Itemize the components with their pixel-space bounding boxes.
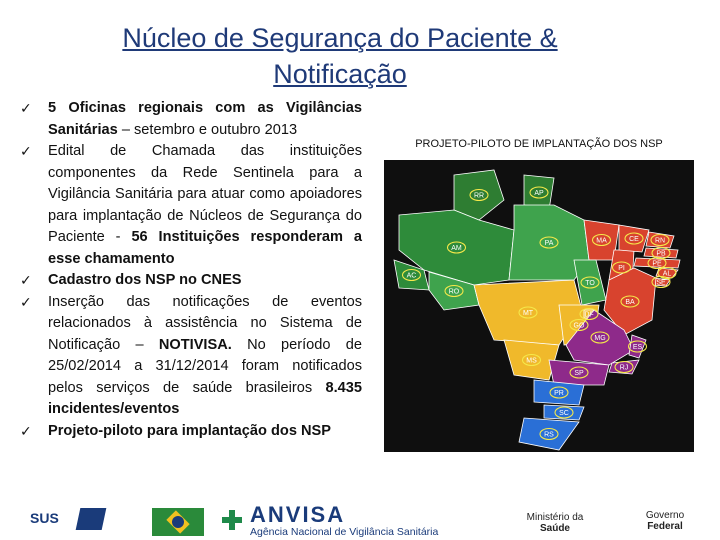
map-caption: PROJETO-PILOTO DE IMPLANTAÇÃO DOS NSP	[415, 138, 663, 150]
state-label-RN: RN	[654, 237, 666, 245]
slide-title	[60, 20, 620, 92]
state-label-RS: RS	[544, 431, 554, 439]
bullet-item	[20, 421, 362, 443]
bullet-text	[48, 143, 362, 267]
state-label-AP: AP	[534, 189, 544, 197]
bullet-text	[48, 294, 362, 418]
sus-logo-text: SUS	[30, 510, 59, 526]
state-label-SC: SC	[559, 409, 569, 417]
state-label-PI: PI	[618, 264, 625, 272]
bullet-item	[20, 141, 362, 270]
state-label-MS: MS	[526, 357, 537, 365]
title-line-1: Núcleo de Segurança do Paciente &	[122, 23, 558, 53]
state-label-SE: SE	[656, 279, 666, 287]
checkmark-icon: ✓	[20, 100, 32, 116]
state-label-DF: DF	[584, 311, 594, 319]
state-label-ES: ES	[632, 343, 643, 351]
state-label-TO: TO	[585, 279, 595, 287]
state-label-RO: RO	[448, 288, 460, 296]
anvisa-name: ANVISA	[250, 502, 346, 527]
bullet-text	[48, 423, 331, 439]
state-label-BA: BA	[625, 298, 635, 306]
bullet-text-segment: 56 Instituições responderam a esse chamamento	[48, 229, 362, 267]
bullet-text-segment: 5 Oficinas regionais com as Vigilâncias Sanitárias	[48, 100, 362, 138]
state-label-PA: PA	[544, 239, 554, 247]
sus-cross-icon	[76, 508, 107, 530]
brazil-map-svg	[384, 160, 694, 452]
state-label-RJ: RJ	[619, 364, 629, 372]
bullet-text-segment: Inserção das notificações de eventos relacionados à assistência no Sistema de Notificação –	[48, 293, 362, 353]
state-label-RR: RR	[473, 192, 485, 200]
governo-line-2: Federal	[647, 521, 683, 532]
anvisa-subtitle: Agência Nacional de Vigilância Sanitária	[250, 526, 439, 538]
state-label-PB: PB	[656, 250, 666, 258]
bullet-text	[48, 100, 362, 138]
state-label-CE: CE	[629, 235, 639, 243]
title-line-2: Notificação	[273, 59, 407, 89]
state-label-PE: PE	[652, 260, 662, 268]
checkmark-icon: ✓	[20, 293, 32, 310]
state-label-AC: AC	[406, 272, 417, 280]
bullet-item	[20, 292, 362, 421]
ministerio-saude-logo	[515, 512, 595, 534]
state-label-AL: AL	[662, 270, 672, 278]
bullet-item	[20, 270, 362, 292]
governo-federal-logo	[630, 510, 700, 532]
brazil-map	[384, 160, 694, 452]
state-label-MT: MT	[522, 309, 534, 317]
footer-logos	[0, 500, 720, 540]
bullet-text	[48, 272, 242, 288]
bullet-text-segment: Projeto-piloto para implantação dos NSP	[48, 422, 331, 439]
sus-logo	[30, 510, 59, 526]
bullet-text-segment: 8.435 incidentes/eventos	[48, 379, 362, 417]
brazil-flag-icon	[152, 508, 204, 536]
state-label-MA: MA	[596, 237, 607, 245]
checkmark-icon: ✓	[20, 272, 32, 288]
checkmark-icon: ✓	[20, 422, 32, 439]
bullet-text-segment: No período de 25/02/2014 a 31/12/2014 foram notificados pelos serviços de saúde brasileiros	[48, 336, 362, 396]
bullet-text-segment: Edital de Chamada das instituições componentes da Rede Sentinela para a Vigilância Sanitária para atuar como apoiadores para implantação de Núcleos de Segurança do Paciente -	[48, 143, 362, 245]
governo-line-1: Governo	[645, 510, 685, 521]
anvisa-cross-icon	[222, 510, 242, 530]
state-label-PR: PR	[554, 389, 564, 397]
checkmark-icon: ✓	[20, 143, 32, 159]
ministerio-line-2: Saúde	[539, 523, 570, 534]
state-label-GO: GO	[573, 322, 585, 330]
bullet-list	[20, 98, 362, 442]
bullet-item	[20, 98, 362, 141]
anvisa-logo	[250, 504, 438, 538]
ministerio-line-1: Ministério da	[526, 512, 584, 523]
state-label-MG: MG	[594, 334, 606, 342]
bullet-text-segment: – setembro e outubro 2013	[117, 121, 298, 138]
state-label-SP: SP	[574, 369, 584, 377]
bullet-text-segment: Cadastro dos NSP no CNES	[48, 272, 242, 288]
state-label-AM: AM	[451, 244, 462, 252]
bullet-text-segment: NOTIVISA.	[158, 336, 232, 353]
